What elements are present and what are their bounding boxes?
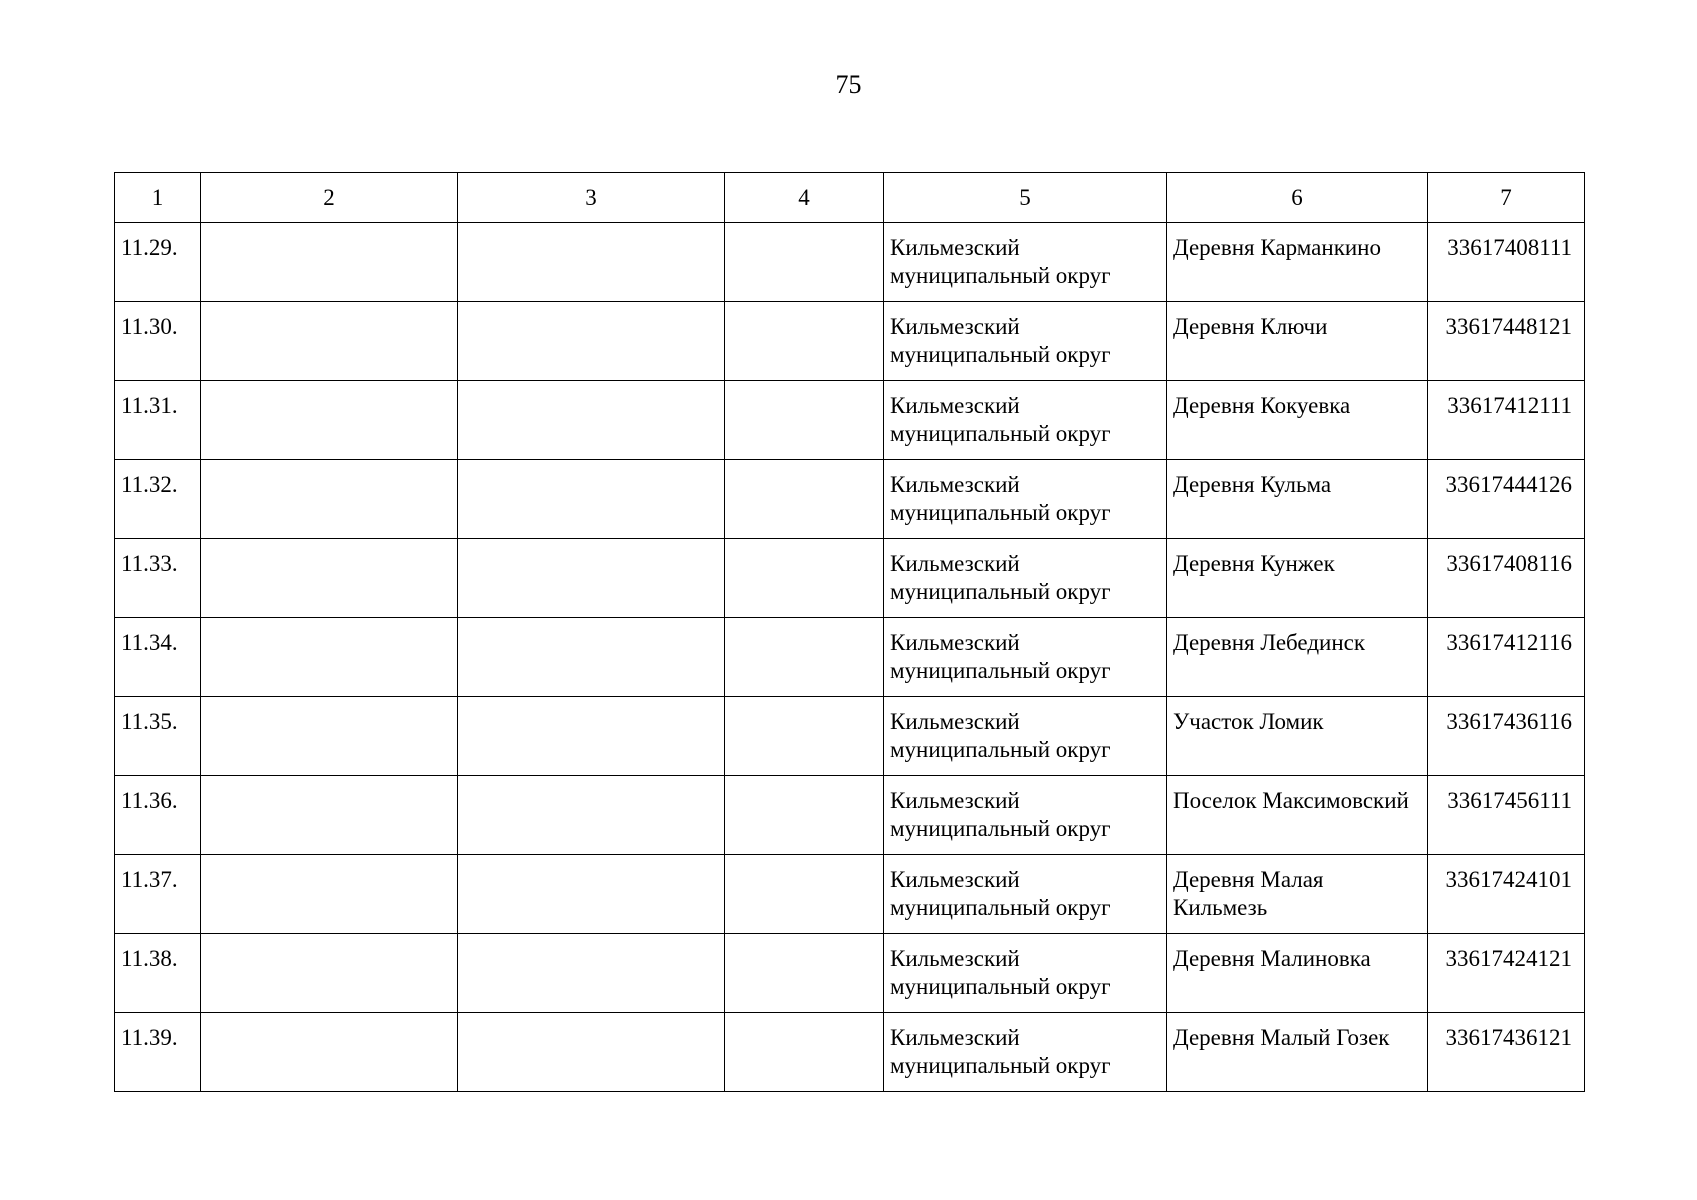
table-row (115, 934, 1585, 1013)
district-line-2: муниципальный округ (890, 737, 1111, 762)
row-number-cell: 11.30. (115, 302, 201, 381)
row-number-cell: 11.32. (115, 460, 201, 539)
header-col-4: 4 (725, 173, 884, 223)
settlement-cell: Деревня Кунжек (1167, 539, 1428, 618)
district-line-2: муниципальный округ (890, 421, 1111, 446)
col-3-cell (458, 618, 725, 697)
row-number-cell: 11.36. (115, 776, 201, 855)
table-row (115, 776, 1585, 855)
header-col-5: 5 (884, 173, 1167, 223)
header-col-3: 3 (458, 173, 725, 223)
district-cell (884, 855, 1167, 934)
district-line-1: Кильмезский (890, 551, 1020, 576)
table-row (115, 381, 1585, 460)
district-line-2: муниципальный округ (890, 579, 1111, 604)
settlement-cell: Участок Ломик (1167, 697, 1428, 776)
district-line-2: муниципальный округ (890, 895, 1111, 920)
settlement-cell: Деревня Малая Кильмезь (1167, 855, 1428, 934)
district-line-1: Кильмезский (890, 472, 1020, 497)
district-cell (884, 460, 1167, 539)
district-line-1: Кильмезский (890, 235, 1020, 260)
district-cell (884, 1013, 1167, 1092)
header-col-2: 2 (201, 173, 458, 223)
district-line-1: Кильмезский (890, 630, 1020, 655)
col-4-cell (725, 302, 884, 381)
table-row (115, 697, 1585, 776)
district-line-2: муниципальный округ (890, 500, 1111, 525)
district-cell (884, 302, 1167, 381)
district-line-2: муниципальный округ (890, 1053, 1111, 1078)
district-line-1: Кильмезский (890, 1025, 1020, 1050)
col-3-cell (458, 539, 725, 618)
row-number-cell: 11.33. (115, 539, 201, 618)
district-line-2: муниципальный округ (890, 658, 1111, 683)
header-row (115, 173, 1585, 223)
table-header (115, 173, 1585, 223)
oktmo-code-cell: 33617412116 (1428, 618, 1585, 697)
table-row (115, 302, 1585, 381)
col-3-cell (458, 697, 725, 776)
page-number: 75 (835, 70, 862, 99)
settlement-cell: Деревня Малиновка (1167, 934, 1428, 1013)
col-4-cell (725, 223, 884, 302)
district-line-1: Кильмезский (890, 709, 1020, 734)
oktmo-code-cell: 33617456111 (1428, 776, 1585, 855)
oktmo-code-cell: 33617436116 (1428, 697, 1585, 776)
col-2-cell (201, 539, 458, 618)
settlement-cell: Поселок Максимовский (1167, 776, 1428, 855)
col-3-cell (458, 776, 725, 855)
row-number-cell: 11.37. (115, 855, 201, 934)
header-col-7: 7 (1428, 173, 1585, 223)
oktmo-code-cell: 33617424121 (1428, 934, 1585, 1013)
district-line-1: Кильмезский (890, 946, 1020, 971)
header-col-6: 6 (1167, 173, 1428, 223)
col-2-cell (201, 776, 458, 855)
col-4-cell (725, 539, 884, 618)
row-number-cell: 11.31. (115, 381, 201, 460)
header-col-1: 1 (115, 173, 201, 223)
settlements-table (114, 172, 1585, 1092)
col-2-cell (201, 381, 458, 460)
oktmo-code-cell: 33617448121 (1428, 302, 1585, 381)
col-4-cell (725, 460, 884, 539)
district-cell (884, 618, 1167, 697)
district-cell (884, 381, 1167, 460)
table-row (115, 618, 1585, 697)
district-line-1: Кильмезский (890, 314, 1020, 339)
table-row (115, 539, 1585, 618)
row-number-cell: 11.35. (115, 697, 201, 776)
col-2-cell (201, 618, 458, 697)
col-2-cell (201, 697, 458, 776)
district-line-2: муниципальный округ (890, 816, 1111, 841)
oktmo-code-cell: 33617424101 (1428, 855, 1585, 934)
col-4-cell (725, 855, 884, 934)
row-number-cell: 11.39. (115, 1013, 201, 1092)
table-row (115, 855, 1585, 934)
district-line-2: муниципальный округ (890, 263, 1111, 288)
district-line-2: муниципальный округ (890, 974, 1111, 999)
row-number-cell: 11.34. (115, 618, 201, 697)
col-2-cell (201, 934, 458, 1013)
settlement-cell: Деревня Кульма (1167, 460, 1428, 539)
col-4-cell (725, 381, 884, 460)
settlement-cell: Деревня Лебединск (1167, 618, 1428, 697)
district-cell (884, 934, 1167, 1013)
oktmo-code-cell: 33617408116 (1428, 539, 1585, 618)
col-3-cell (458, 1013, 725, 1092)
col-2-cell (201, 302, 458, 381)
col-3-cell (458, 460, 725, 539)
col-2-cell (201, 460, 458, 539)
col-3-cell (458, 934, 725, 1013)
settlement-cell: Деревня Карманкино (1167, 223, 1428, 302)
col-3-cell (458, 223, 725, 302)
col-3-cell (458, 855, 725, 934)
settlement-cell: Деревня Ключи (1167, 302, 1428, 381)
col-4-cell (725, 776, 884, 855)
table-body (115, 223, 1585, 1092)
district-cell (884, 697, 1167, 776)
row-number-cell: 11.38. (115, 934, 201, 1013)
district-line-1: Кильмезский (890, 788, 1020, 813)
table-row (115, 223, 1585, 302)
col-4-cell (725, 618, 884, 697)
oktmo-code-cell: 33617436121 (1428, 1013, 1585, 1092)
col-2-cell (201, 855, 458, 934)
table-row (115, 460, 1585, 539)
district-cell (884, 223, 1167, 302)
col-4-cell (725, 1013, 884, 1092)
district-line-1: Кильмезский (890, 393, 1020, 418)
oktmo-code-cell: 33617408111 (1428, 223, 1585, 302)
table-row (115, 1013, 1585, 1092)
col-2-cell (201, 1013, 458, 1092)
col-4-cell (725, 934, 884, 1013)
district-cell (884, 776, 1167, 855)
settlement-cell: Деревня Малый Гозек (1167, 1013, 1428, 1092)
col-3-cell (458, 381, 725, 460)
district-line-1: Кильмезский (890, 867, 1020, 892)
oktmo-code-cell: 33617412111 (1428, 381, 1585, 460)
oktmo-code-cell: 33617444126 (1428, 460, 1585, 539)
district-cell (884, 539, 1167, 618)
col-2-cell (201, 223, 458, 302)
settlement-cell: Деревня Кокуевка (1167, 381, 1428, 460)
row-number-cell: 11.29. (115, 223, 201, 302)
district-line-2: муниципальный округ (890, 342, 1111, 367)
col-4-cell (725, 697, 884, 776)
col-3-cell (458, 302, 725, 381)
